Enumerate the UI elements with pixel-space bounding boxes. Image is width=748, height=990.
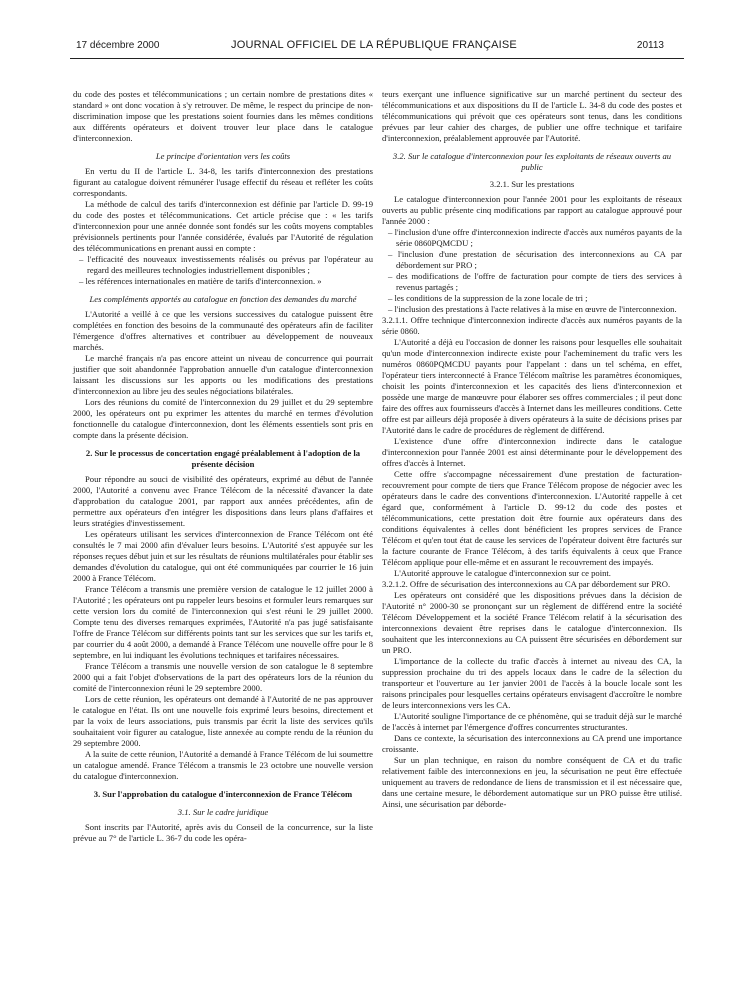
section-heading-italic: 3.2. Sur le catalogue d'interconnexion pour les exploitants de réseaux ouverts au public: [392, 151, 672, 172]
list-item: – l'inclusion d'une offre d'interconnexion indirecte d'accès aux numéros payants de la série 0860PQMCDU ;: [388, 227, 682, 248]
left-paragraph: En vertu du II de l'article L. 34-8, les tarifs d'interconnexion des prestations figurant au catalogue doivent rémunérer l'usage effectif du réseau et refléter les coûts correspondants.: [73, 166, 373, 198]
left-paragraph: Lors des réunions du comité de l'interconnexion du 29 juillet et du 29 septembre 2000, les opérateurs ont pu exprimer les attentes du marché en termes d'évolution fonctionnelle du catalogue d'interconnexion, dont les éléments essentiels sont pris en compte dans la présente décision.: [73, 397, 373, 440]
right-paragraph: Sur un plan technique, en raison du nombre conséquent de CA et du trafic relativement faible des interconnexions en jeu, la sécurisation ne peut être effectuée uniquement au travers de redondance de liens de transmission et il est nécessaire que, dans une certaine mesure, le débordement automatique sur un PRO puisse être utilisé. Ainsi, une sécurisation par déborde-: [382, 755, 682, 809]
section-heading-bold: 3. Sur l'approbation du catalogue d'interconnexion de France Télécom: [93, 789, 353, 799]
right-paragraph: Les opérateurs ont considéré que les dispositions prévues dans la décision de l'Autorité n° 2000-30 se prononçant sur un règlement de différend entre la société Télécom Développement et la société France Télécom relatif à la sécurisation des interconnexions devaient être reprises dans le catalogue d'interconnexion. Ils souhaitent que les interconnexions au CA puissent être sécurisées en débordement sur un PRO.: [382, 590, 682, 655]
section-heading-italic: 3.1. Sur le cadre juridique: [177, 807, 269, 817]
right-paragraph: L'importance de la collecte du trafic d'accès à internet au niveau des CA, la suppression prochaine du tri des appels locaux dans le cadre de la sélection du transporteur et l'ouverture au 1er janvier 2001 de l'accès à la boucle locale sont les raisons principales pour lesquelles certains opérateurs envisagent d'accroître le nombre de leurs interconnexions vers les CA.: [382, 656, 682, 710]
page-number: 20113: [636, 40, 664, 51]
right-paragraph: Le catalogue d'interconnexion pour l'année 2001 pour les exploitants de réseaux ouverts au public présente cinq modifications par rapport au catalogue approuvé pour l'année 2000 :: [382, 194, 682, 226]
bullet-list: [73, 254, 373, 287]
right-paragraph: L'Autorité a déjà eu l'occasion de donner les raisons pour lesquelles elle souhaitait qu'un mode d'interconnexion indirecte existe pour l'acheminement du trafic vers les numéros 0860PQMCDU payants pour l'appelant : dans un tel schéma, en effet, l'opérateur tiers interconnecté à France Télécom maîtrise les paramètres économiques, choisit les points d'interconnexion et les capacités des liens d'interconnexion et possède une marge de manœuvre pour élaborer ses offres commerciales ; il peut donc faire des offres aux fournisseurs d'accès à Internet dans les meilleures conditions. Cette offre est par ailleurs déjà proposée à divers opérateurs à la suite de décisions prises par l'Autorité dans le cadre de procédures de règlement de différend.: [382, 337, 682, 435]
left-paragraph: Les opérateurs utilisant les services d'interconnexion de France Télécom ont été consultés le 7 mai 2000 afin d'évaluer leurs besoins. L'Autorité s'est appuyée sur les réponses reçues début juin et sur les résultats de réunions multilatérales pour établir ses demandes d'évolution du catalogue, qui ont été communiquées par courrier le 16 juin 2000 à France Télécom.: [73, 529, 373, 583]
left-paragraph: La méthode de calcul des tarifs d'interconnexion est définie par l'article D. 99-19 du code des postes et télécommunications. Cet article précise que : « les tarifs d'interconnexion pour une année donnée sont fondés sur les coûts moyens comptables prévisionnels pertinents pour l'année considérée, évalués par l'Autorité de régulation des télécommunications en prenant aussi en compte :: [73, 199, 373, 253]
left-paragraph: du code des postes et télécommunications ; un certain nombre de prestations dites « standard » ont donc vocation à s'y retrouver. De même, le respect du principe de non-discrimination impose que les prestations soient fournies dans les mêmes conditions aux différents opérateurs et doivent trouver leur place dans le catalogue d'interconnexion.: [73, 89, 373, 143]
left-paragraph: France Télécom a transmis une première version de catalogue le 12 juillet 2000 à l'Autorité ; les opérateurs ont pu rappeler leurs besoins et formuler leurs remarques sur cette version lors du comité de l'interconnexion qui s'est réuni le 29 juillet 2000. Compte tenu des diverses remarques exprimées, l'Autorité n'a pas jugé satisfaisante l'offre de France Télécom sur différents points tant sur les services que sur les tarifs et, par courrier du 4 août 2000, a demandé à France Télécom une nouvelle offre pour le 8 septembre, en lui indiquant les évolutions techniques et tarifaires nécessaires.: [73, 584, 373, 660]
left-paragraph: L'Autorité a veillé à ce que les versions successives du catalogue puissent être complétées en fonction des besoins de la communauté des opérateurs afin de faciliter l'émergence d'offres alternatives et contribuer au développement de nouveaux marchés.: [73, 309, 373, 352]
left-paragraph: Sont inscrits par l'Autorité, après avis du Conseil de la concurrence, sur la liste prévue au 7° de l'article L. 36-7 du code les opéra-: [73, 822, 373, 843]
left-paragraph: Lors de cette réunion, les opérateurs ont demandé à l'Autorité de ne pas approuver le catalogue en l'état. Ils ont une nouvelle fois exprimé leurs besoins, directement et par la voix de leurs associations, puis transmis par écrit la liste des services qu'ils souhaitaient voir figurer au catalogue, liste annexée au compte rendu de la réunion du 29 septembre 2000.: [73, 694, 373, 748]
left-paragraph: Pour répondre au souci de visibilité des opérateurs, exprimé au début de l'année 2000, l'Autorité a convenu avec France Télécom de la nécessité d'avancer la date d'approbation du catalogue 2001, par rapport aux années précédentes, afin de permettre aux opérateurs d'en intégrer les dispositions dans leurs plans d'affaires et leurs stratégies d'investissement.: [73, 474, 373, 528]
list-item: – les conditions de la suppression de la zone locale de tri ;: [388, 293, 588, 303]
right-paragraph: Cette offre s'accompagne nécessairement d'une prestation de facturation-recouvrement pour compte de tiers que France Télécom propose de négocier avec les opérateurs dans le cadre des conventions d'interconnexion. L'Autorité rappelle à cet égard que, conformément à l'article D. 99-12 du code des postes et télécommunications, cette prestation doit être fournie aux opérateurs dans des conditions équivalentes à celles dont bénéficient les propres services de France Télécom et qu'en tout état de cause les services de l'opérateur doivent être facturés sur la facture courante de France Télécom, à des tarifs équivalents à ceux que France Télécom applique pour elle-même et en assurant le recouvrement des impayés.: [382, 469, 682, 567]
right-paragraph: L'existence d'une offre d'interconnexion indirecte dans le catalogue d'interconnexion pour l'année 2001 est ainsi déterminante pour le développement des offres d'accès à Internet.: [382, 436, 682, 468]
section-heading: 3.2.1. Sur les prestations: [489, 179, 575, 189]
section-heading-italic: Les compléments apportés au catalogue en fonction des demandes du marché: [89, 294, 357, 304]
left-paragraph: A la suite de cette réunion, l'Autorité a demandé à France Télécom de lui soumettre un catalogue amendé. France Télécom a transmis le 23 octobre une nouvelle version du catalogue d'interconnexion.: [73, 749, 373, 781]
left-paragraph: Le marché français n'a pas encore atteint un niveau de concurrence qui pourrait justifier que soit abandonnée l'approbation annuelle d'un catalogue d'interconnexion laissant les discussions sur les apports ou les modifications des prestations d'interconnexion au libre jeu des seules négociations bilatérales.: [73, 353, 373, 396]
list-item: – l'efficacité des nouveaux investissements réalisés ou prévus par l'opérateur au regard des meilleures technologies industriellement disponibles ;: [79, 254, 373, 275]
section-heading-bold: 2. Sur le processus de concertation engagé préalablement à l'adoption de la présente décision: [85, 448, 361, 469]
subsection-title: 3.2.1.2. Offre de sécurisation des interconnexions au CA par débordement sur PRO.: [382, 579, 671, 589]
right-paragraph: teurs exerçant une influence significative sur un marché pertinent du secteur des télécommunications et aux dispositions du II de l'article L. 34-8 du code des postes et télécommunications qui prévoit que ces opérateurs sont tenus, dans les conditions prévues par leur cahier des charges, de publier une offre technique et tarifaire d'interconnexion, préalablement approuvée par l'Autorité.: [382, 89, 682, 143]
journal-title: JOURNAL OFFICIEL DE LA RÉPUBLIQUE FRANÇAISE: [231, 39, 517, 51]
list-item: – les références internationales en matière de tarifs d'interconnexion. »: [79, 276, 322, 286]
list-item: – l'inclusion d'une prestation de sécurisation des interconnexions au CA par débordement sur PRO ;: [388, 249, 682, 270]
page-header: [0, 36, 748, 58]
list-item: – l'inclusion des prestations à l'acte relatives à la mise en œuvre de l'interconnexion.: [388, 304, 677, 314]
right-paragraph: L'Autorité souligne l'importance de ce phénomène, qui se traduit déjà sur le marché de l'accès à internet par l'émergence d'offres concurrentes structurantes.: [382, 711, 682, 732]
right-paragraph: Dans ce contexte, la sécurisation des interconnexions au CA prend une importance croissante.: [382, 733, 682, 754]
bullet-list: [382, 227, 682, 315]
header-date: 17 décembre 2000: [76, 40, 160, 51]
right-column: [382, 89, 682, 810]
section-heading-italic: Le principe d'orientation vers les coûts: [155, 151, 291, 161]
subsection-title: 3.2.1.1. Offre technique d'interconnexion indirecte d'accès aux numéros payants de la série 0860.: [382, 315, 682, 336]
right-paragraph: L'Autorité approuve le catalogue d'interconnexion sur ce point.: [394, 568, 611, 578]
header-rule: [70, 58, 684, 59]
left-column: [73, 89, 373, 844]
left-paragraph: France Télécom a transmis une nouvelle version de son catalogue le 8 septembre 2000 qui a fait l'objet d'observations de la part des opérateurs lors de la réunion du comité de l'interconnexion réuni le 29 septembre 2000.: [73, 661, 373, 693]
list-item: – des modifications de l'offre de facturation pour compte de tiers des services à revenus partagés ;: [388, 271, 682, 292]
